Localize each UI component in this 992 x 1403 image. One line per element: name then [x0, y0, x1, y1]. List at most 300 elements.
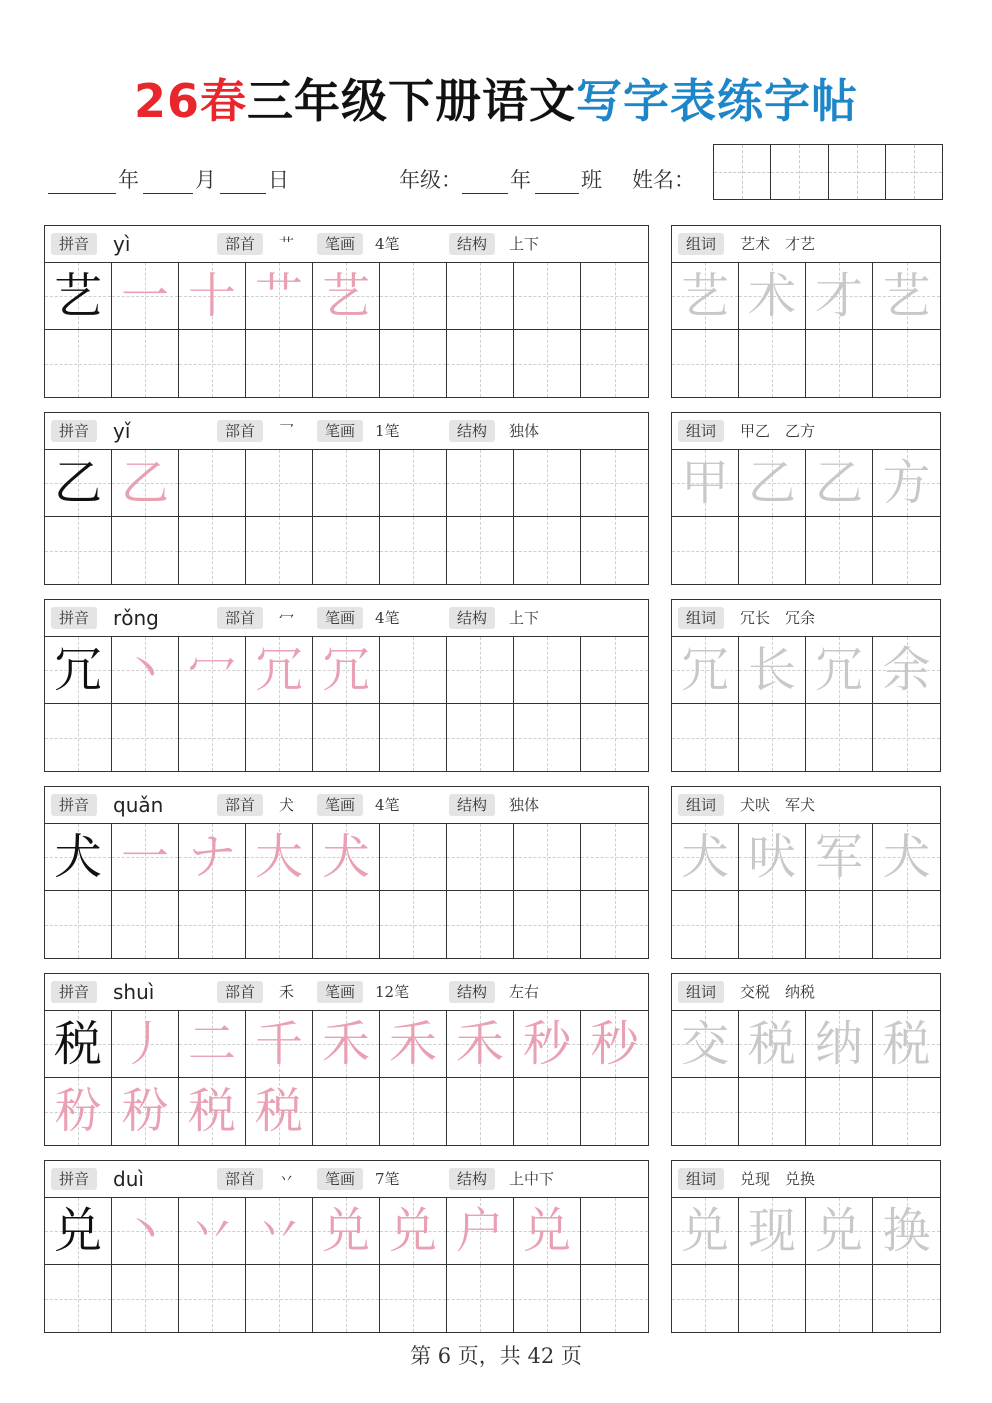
word-box — [671, 599, 941, 772]
writing-cell[interactable] — [581, 637, 648, 703]
model-character: 冗 — [53, 642, 102, 698]
trace-character: 兑 — [680, 1203, 729, 1259]
trace-character: 方 — [882, 455, 931, 511]
trace-character: 兑 — [814, 1203, 863, 1259]
trace-character: 冗 — [680, 642, 729, 698]
character-entry — [44, 973, 941, 1146]
writing-cell[interactable] — [581, 891, 648, 958]
practice-box — [44, 599, 649, 772]
writing-cell[interactable] — [739, 704, 806, 771]
name-cell[interactable] — [771, 145, 828, 199]
trace-character: 税 — [747, 1016, 796, 1072]
writing-cell[interactable] — [514, 891, 581, 958]
writing-cell[interactable] — [672, 1265, 739, 1332]
structure-value: 上中下 — [509, 1170, 555, 1188]
structure-value: 独体 — [509, 422, 540, 440]
writing-cell[interactable] — [179, 1265, 246, 1332]
trace-cell[interactable] — [873, 1198, 940, 1264]
writing-cell[interactable] — [380, 704, 447, 771]
writing-cell[interactable] — [514, 1011, 581, 1077]
writing-cell[interactable] — [112, 450, 179, 516]
radical-label: 部首 — [217, 420, 263, 442]
writing-cell[interactable] — [806, 1078, 873, 1145]
trace-cell[interactable] — [672, 637, 739, 703]
writing-cell[interactable] — [45, 891, 112, 958]
writing-cell[interactable] — [514, 263, 581, 329]
writing-cell[interactable] — [514, 330, 581, 397]
stroke-order-step: 丷 — [187, 1203, 236, 1259]
writing-cell[interactable] — [112, 517, 179, 584]
practice-box — [44, 973, 649, 1146]
writing-cell[interactable] — [112, 824, 179, 890]
pinyin-label: 拼音 — [51, 420, 97, 442]
trace-cell[interactable] — [739, 824, 806, 890]
writing-cell[interactable] — [45, 704, 112, 771]
writing-cell[interactable] — [739, 330, 806, 397]
writing-cell[interactable] — [179, 1078, 246, 1145]
radical-value: 丷 — [279, 1170, 295, 1188]
stroke-order-step: 禾 — [388, 1016, 437, 1072]
writing-cell[interactable] — [581, 1078, 648, 1145]
writing-cell[interactable] — [380, 891, 447, 958]
character-entry — [44, 786, 941, 959]
writing-cell[interactable] — [380, 330, 447, 397]
writing-cell[interactable] — [672, 330, 739, 397]
stroke-order-step: 冗 — [254, 642, 303, 698]
word-header — [672, 226, 940, 263]
trace-cell[interactable] — [739, 450, 806, 516]
writing-cell[interactable] — [447, 637, 514, 703]
writing-cell[interactable] — [806, 1265, 873, 1332]
writing-cell[interactable] — [873, 704, 940, 771]
writing-cell[interactable] — [447, 450, 514, 516]
words-value: 艺术 才艺 — [740, 235, 816, 253]
trace-cell[interactable] — [739, 263, 806, 329]
writing-cell[interactable] — [447, 1265, 514, 1332]
radical-value: 禾 — [279, 983, 295, 1001]
year-text: 年 — [118, 168, 139, 192]
radical-label: 部首 — [217, 233, 263, 255]
trace-cell[interactable] — [873, 450, 940, 516]
word-header — [672, 787, 940, 824]
practice-box — [44, 225, 649, 398]
words-value: 兑现 兑换 — [740, 1170, 816, 1188]
writing-cell[interactable] — [45, 517, 112, 584]
stroke-order-step: 一 — [120, 268, 169, 324]
stroke-order-step: 千 — [254, 1016, 303, 1072]
character-info-header — [45, 600, 648, 637]
writing-cell[interactable] — [380, 1265, 447, 1332]
trace-character: 乙 — [747, 455, 796, 511]
strokes-label: 笔画 — [317, 233, 363, 255]
trace-cell[interactable] — [873, 263, 940, 329]
writing-cell[interactable] — [514, 1078, 581, 1145]
writing-cell[interactable] — [112, 637, 179, 703]
writing-cell[interactable] — [246, 1265, 313, 1332]
writing-cell[interactable] — [447, 1011, 514, 1077]
radical-label: 部首 — [217, 607, 263, 629]
writing-cell[interactable] — [313, 330, 380, 397]
model-character: 兑 — [53, 1203, 102, 1259]
model-character: 艺 — [53, 268, 102, 324]
writing-cell[interactable] — [581, 263, 648, 329]
stroke-order-step: 兑 — [522, 1203, 571, 1259]
writing-cell[interactable] — [514, 1198, 581, 1264]
pinyin-label: 拼音 — [51, 607, 97, 629]
writing-cell[interactable] — [447, 704, 514, 771]
stroke-order-step: 税 — [254, 1083, 303, 1139]
date-grade-line — [48, 160, 695, 194]
trace-character: 艺 — [680, 268, 729, 324]
stroke-order-step: 秎 — [120, 1083, 169, 1139]
writing-cell[interactable] — [45, 824, 112, 890]
writing-cell[interactable] — [447, 891, 514, 958]
words-label: 组词 — [678, 1168, 724, 1190]
writing-cell[interactable] — [179, 637, 246, 703]
trace-cell[interactable] — [672, 263, 739, 329]
trace-cell[interactable] — [806, 637, 873, 703]
words-label: 组词 — [678, 794, 724, 816]
writing-cell[interactable] — [246, 891, 313, 958]
writing-cell[interactable] — [45, 1078, 112, 1145]
class-blank[interactable] — [535, 167, 579, 194]
writing-cell[interactable] — [514, 517, 581, 584]
trace-character: 吠 — [747, 829, 796, 885]
writing-cell[interactable] — [45, 263, 112, 329]
writing-cell[interactable] — [581, 1198, 648, 1264]
strokes-label: 笔画 — [317, 607, 363, 629]
writing-cell[interactable] — [246, 1078, 313, 1145]
writing-cell[interactable] — [447, 330, 514, 397]
title-suffix: 写字表练字帖 — [576, 74, 858, 128]
radical-value: 犬 — [279, 796, 295, 814]
pinyin-label: 拼音 — [51, 981, 97, 1003]
writing-cell[interactable] — [179, 450, 246, 516]
writing-cell[interactable] — [447, 1078, 514, 1145]
stroke-order-step: 一 — [120, 829, 169, 885]
trace-cell[interactable] — [739, 1198, 806, 1264]
writing-cell[interactable] — [313, 517, 380, 584]
radical-value: 冖 — [279, 609, 295, 627]
radical-label: 部首 — [217, 1168, 263, 1190]
structure-label: 结构 — [449, 607, 495, 629]
writing-cell[interactable] — [873, 1078, 940, 1145]
trace-character: 现 — [747, 1203, 796, 1259]
character-info-header — [45, 1161, 648, 1198]
writing-cell[interactable] — [112, 1078, 179, 1145]
writing-cell[interactable] — [246, 330, 313, 397]
words-value: 冗长 冗余 — [740, 609, 816, 627]
stroke-order-step: 十 — [187, 268, 236, 324]
writing-cell[interactable] — [672, 704, 739, 771]
writing-cell[interactable] — [246, 263, 313, 329]
writing-cell[interactable] — [380, 1011, 447, 1077]
writing-cell[interactable] — [380, 637, 447, 703]
writing-cell[interactable] — [313, 891, 380, 958]
model-character: 乙 — [53, 455, 102, 511]
name-cell[interactable] — [829, 145, 886, 199]
writing-cell[interactable] — [313, 704, 380, 771]
structure-label: 结构 — [449, 420, 495, 442]
structure-value: 上下 — [509, 609, 540, 627]
writing-cell[interactable] — [380, 824, 447, 890]
practice-box — [44, 786, 649, 959]
trace-character: 艺 — [882, 268, 931, 324]
stroke-order-step: 秒 — [522, 1016, 571, 1072]
words-label: 组词 — [678, 233, 724, 255]
strokes-label: 笔画 — [317, 981, 363, 1003]
writing-cell[interactable] — [873, 891, 940, 958]
character-entry — [44, 225, 941, 398]
writing-cell[interactable] — [246, 1198, 313, 1264]
writing-cell[interactable] — [672, 517, 739, 584]
words-value: 甲乙 乙方 — [740, 422, 816, 440]
writing-cell[interactable] — [246, 704, 313, 771]
character-info-header — [45, 226, 648, 263]
trace-cell[interactable] — [739, 637, 806, 703]
writing-cell[interactable] — [447, 517, 514, 584]
stroke-order-step: 税 — [187, 1083, 236, 1139]
word-box — [671, 412, 941, 585]
practice-box — [44, 412, 649, 585]
writing-cell[interactable] — [179, 824, 246, 890]
writing-cell[interactable] — [581, 824, 648, 890]
trace-cell[interactable] — [672, 824, 739, 890]
stroke-order-step: 犬 — [321, 829, 370, 885]
trace-cell[interactable] — [672, 1011, 739, 1077]
writing-cell[interactable] — [806, 891, 873, 958]
trace-cell[interactable] — [806, 1011, 873, 1077]
trace-cell[interactable] — [806, 1198, 873, 1264]
name-cell[interactable] — [886, 145, 942, 199]
writing-cell[interactable] — [179, 891, 246, 958]
trace-cell[interactable] — [672, 450, 739, 516]
writing-cell[interactable] — [45, 330, 112, 397]
structure-value: 左右 — [509, 983, 540, 1001]
trace-character: 术 — [747, 268, 796, 324]
stroke-order-step: ナ — [187, 829, 236, 885]
strokes-value: 1笔 — [375, 422, 400, 440]
writing-cell[interactable] — [246, 1011, 313, 1077]
word-box — [671, 973, 941, 1146]
stroke-order-step: 艹 — [254, 268, 303, 324]
writing-cell[interactable] — [672, 1078, 739, 1145]
stroke-order-step: 冗 — [321, 642, 370, 698]
name-box[interactable] — [713, 144, 943, 200]
writing-cell[interactable] — [313, 1265, 380, 1332]
writing-cell[interactable] — [179, 1011, 246, 1077]
writing-cell[interactable] — [447, 1198, 514, 1264]
stroke-order-step: 禾 — [321, 1016, 370, 1072]
pinyin-value: quǎn — [113, 793, 164, 817]
writing-cell[interactable] — [380, 450, 447, 516]
class-text: 班 — [581, 168, 602, 192]
grade-year-text: 年 — [510, 168, 531, 192]
writing-cell[interactable] — [112, 704, 179, 771]
words-label: 组词 — [678, 420, 724, 442]
writing-cell[interactable] — [179, 704, 246, 771]
writing-cell[interactable] — [112, 1265, 179, 1332]
writing-cell[interactable] — [806, 330, 873, 397]
stroke-order-step: 兑 — [388, 1203, 437, 1259]
word-header — [672, 974, 940, 1011]
stroke-order-step: 冖 — [187, 642, 236, 698]
trace-cell[interactable] — [806, 263, 873, 329]
name-cell[interactable] — [714, 145, 771, 199]
writing-cell[interactable] — [313, 450, 380, 516]
writing-cell[interactable] — [514, 704, 581, 771]
trace-cell[interactable] — [806, 824, 873, 890]
writing-cell[interactable] — [179, 263, 246, 329]
writing-cell[interactable] — [45, 1198, 112, 1264]
writing-cell[interactable] — [447, 824, 514, 890]
writing-cell[interactable] — [581, 704, 648, 771]
structure-value: 独体 — [509, 796, 540, 814]
writing-cell[interactable] — [246, 824, 313, 890]
trace-cell[interactable] — [873, 824, 940, 890]
structure-label: 结构 — [449, 981, 495, 1003]
words-value: 交税 纳税 — [740, 983, 816, 1001]
pinyin-value: yì — [113, 232, 131, 256]
stroke-order-step: 二 — [187, 1016, 236, 1072]
writing-cell[interactable] — [739, 891, 806, 958]
structure-label: 结构 — [449, 233, 495, 255]
trace-cell[interactable] — [806, 450, 873, 516]
word-header — [672, 1161, 940, 1198]
month-text: 月 — [195, 168, 216, 192]
stroke-order-step: 禾 — [455, 1016, 504, 1072]
trace-character: 犬 — [680, 829, 729, 885]
character-info-header — [45, 974, 648, 1011]
word-box — [671, 1160, 941, 1333]
writing-cell[interactable] — [806, 704, 873, 771]
writing-cell[interactable] — [246, 637, 313, 703]
character-entry — [44, 412, 941, 585]
pinyin-label: 拼音 — [51, 1168, 97, 1190]
writing-cell[interactable] — [739, 1265, 806, 1332]
writing-cell[interactable] — [313, 1198, 380, 1264]
grade-blank[interactable] — [462, 167, 508, 194]
year-blank[interactable] — [48, 167, 116, 194]
strokes-label: 笔画 — [317, 794, 363, 816]
radical-value: 艹 — [279, 235, 295, 253]
character-entry — [44, 599, 941, 772]
stroke-order-step: 兑 — [321, 1203, 370, 1259]
trace-character: 军 — [814, 829, 863, 885]
stroke-order-step: 丶 — [120, 642, 169, 698]
writing-cell[interactable] — [313, 1078, 380, 1145]
practice-box — [44, 1160, 649, 1333]
writing-cell[interactable] — [179, 330, 246, 397]
writing-cell[interactable] — [45, 637, 112, 703]
trace-cell[interactable] — [739, 1011, 806, 1077]
stroke-order-step: 丿 — [120, 1016, 169, 1072]
writing-cell[interactable] — [45, 450, 112, 516]
day-blank[interactable] — [220, 167, 266, 194]
trace-cell[interactable] — [873, 1011, 940, 1077]
writing-cell[interactable] — [581, 1011, 648, 1077]
trace-cell[interactable] — [873, 637, 940, 703]
writing-cell[interactable] — [739, 1078, 806, 1145]
writing-cell[interactable] — [380, 517, 447, 584]
trace-character: 换 — [882, 1203, 931, 1259]
structure-label: 结构 — [449, 794, 495, 816]
title-prefix: 26春 — [133, 74, 247, 128]
trace-cell[interactable] — [672, 1198, 739, 1264]
writing-cell[interactable] — [581, 450, 648, 516]
writing-cell[interactable] — [45, 1265, 112, 1332]
writing-cell[interactable] — [873, 1265, 940, 1332]
character-info-header — [45, 413, 648, 450]
writing-cell[interactable] — [112, 1011, 179, 1077]
character-entry — [44, 1160, 941, 1333]
month-blank[interactable] — [143, 167, 193, 194]
trace-character: 乙 — [814, 455, 863, 511]
trace-character: 长 — [747, 642, 796, 698]
stroke-order-step: 户 — [455, 1203, 504, 1259]
writing-cell[interactable] — [672, 891, 739, 958]
stroke-order-step: 艺 — [321, 268, 370, 324]
writing-cell[interactable] — [380, 263, 447, 329]
radical-label: 部首 — [217, 981, 263, 1003]
writing-cell[interactable] — [806, 517, 873, 584]
writing-cell[interactable] — [179, 517, 246, 584]
writing-cell[interactable] — [112, 263, 179, 329]
writing-cell[interactable] — [112, 891, 179, 958]
trace-character: 甲 — [680, 455, 729, 511]
writing-cell[interactable] — [313, 824, 380, 890]
writing-cell[interactable] — [380, 1198, 447, 1264]
stroke-order-step: 丷 — [254, 1203, 303, 1259]
structure-label: 结构 — [449, 1168, 495, 1190]
writing-cell[interactable] — [246, 450, 313, 516]
strokes-value: 4笔 — [375, 235, 400, 253]
writing-cell[interactable] — [313, 1011, 380, 1077]
writing-cell[interactable] — [179, 1198, 246, 1264]
model-character: 犬 — [53, 829, 102, 885]
strokes-label: 笔画 — [317, 420, 363, 442]
writing-cell[interactable] — [447, 263, 514, 329]
trace-character: 纳 — [814, 1016, 863, 1072]
writing-cell[interactable] — [112, 1198, 179, 1264]
writing-cell[interactable] — [514, 1265, 581, 1332]
writing-cell[interactable] — [45, 1011, 112, 1077]
writing-cell[interactable] — [112, 330, 179, 397]
writing-cell[interactable] — [514, 637, 581, 703]
writing-cell[interactable] — [514, 450, 581, 516]
writing-cell[interactable] — [380, 1078, 447, 1145]
writing-cell[interactable] — [739, 517, 806, 584]
stroke-order-step: 秒 — [590, 1016, 639, 1072]
trace-character: 税 — [882, 1016, 931, 1072]
writing-cell[interactable] — [514, 824, 581, 890]
writing-cell[interactable] — [313, 637, 380, 703]
writing-cell[interactable] — [581, 517, 648, 584]
words-value: 犬吠 军犬 — [740, 796, 816, 814]
stroke-order-step: 秎 — [53, 1083, 102, 1139]
writing-cell[interactable] — [581, 1265, 648, 1332]
trace-character: 才 — [814, 268, 863, 324]
writing-cell[interactable] — [873, 517, 940, 584]
writing-cell[interactable] — [313, 263, 380, 329]
name-label: 姓名： — [632, 168, 695, 192]
writing-cell[interactable] — [873, 330, 940, 397]
writing-cell[interactable] — [581, 330, 648, 397]
title-middle: 三年级下册语文 — [247, 74, 576, 128]
strokes-value: 12笔 — [375, 983, 410, 1001]
writing-cell[interactable] — [246, 517, 313, 584]
words-label: 组词 — [678, 607, 724, 629]
